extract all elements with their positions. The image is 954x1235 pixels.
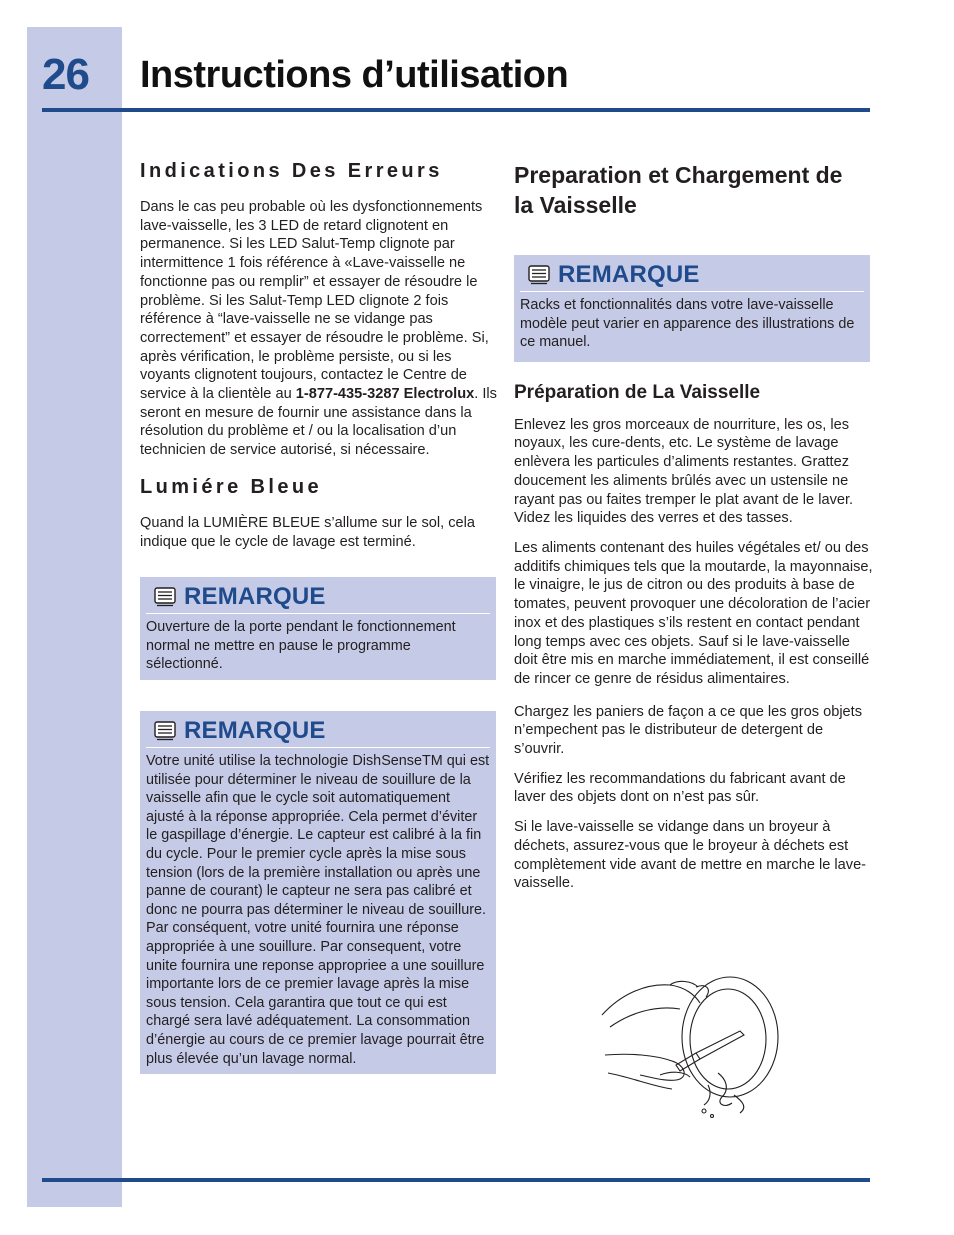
blue-light-heading: Lumiére Bleue	[140, 475, 323, 498]
prep-paragraph-2: Les aliments contenant des huiles végétales et/ ou des additifs chimiques tels que la moutarde, la mayonnaise, le vinaigre, le jus de citron ou des produits à base de tomates, peuvent provoquer une décoloration de l’acier inox et des plastiques s’ils restent en contact pendant long temps avec ces objets. Sauf si le lave-vaisselle doit être mis en marche immédiatement, il est conseillé de rincer ce genre de résidus alimentaires.	[514, 540, 873, 687]
preparation-subheading: Préparation de La Vaisselle	[514, 381, 761, 403]
note-icon	[528, 265, 550, 285]
note-title: REMARQUE	[558, 261, 700, 288]
note-text: Racks et fonctionnalités dans votre lave-vaisselle modèle peut varier en apparence des illustrations de ce manuel.	[520, 297, 855, 351]
prep-paragraph-4: Vérifiez les recommandations du fabricant avant de laver des objets dont on n’est pas sûr.	[514, 770, 846, 806]
header-rule	[42, 108, 870, 112]
plate-scraping-illustration	[600, 975, 790, 1120]
note-title: REMARQUE	[184, 717, 326, 745]
right-column	[514, 160, 874, 893]
prep-paragraph-3: Chargez les paniers de façon a ce que les gros objets n’empechent pas le distributeur de detergent de s’ouvrir.	[514, 703, 863, 758]
errors-text-1: Dans le cas peu probable où les dysfonctionnements lave-vaisselle, les 3 LED de retard clignotent en permanence. Si les LED Salut-Temp clignote par intermittence 1 fois référence à «Lave-vaisselle ne fonctionne pas ou remplir” et essayer de résoudre le problème. Si les Salut-Temp LED clignote 2 fois référence à “lave-vaisselle ne se vidange pas correctement” et essayer de résoudre le problème. Si, après vérification, le problème persiste, ou si les voyants clignotent toujours, contactez le Centre de service à la clientèle au	[140, 199, 489, 403]
support-phone: 1-877-435-3287 Electrolux	[295, 386, 475, 403]
side-band	[27, 27, 122, 1207]
prep-paragraph-1: Enlevez les gros morceaux de nourriture, les os, les noyaux, les cure-dents, etc. Le système de lavage enlèvera les particules d’aliments restantes. Grattez doucement les aliments brûlés avec un ustensile ne rayant pas ou faites tremper le plat avant de le laver. Videz les liquides des verres et des tasses.	[514, 416, 854, 527]
note-header	[520, 261, 864, 292]
errors-heading: Indications Des Erreurs	[140, 160, 443, 182]
note-title: REMARQUE	[184, 583, 326, 611]
note-dishsense	[140, 711, 496, 1074]
note-door-pause	[140, 577, 496, 680]
errors-paragraph	[140, 198, 500, 460]
note-text: Votre unité utilise la technologie DishSenseTM qui est utilisée pour déterminer le niveau de souillure de la vaisselle afin que le cycle soit automatiquement ajusté à la réponse appropriée. Cela permet d’éviter le gaspillage d’énergie. Le capteur est calibré à la fin du cycle. Pour le premier cycle après la mise sous tension (lors de la première installation ou après une panne de courant) le capteur ne sera pas calibré et donc ne pourra pas déterminer le niveau de souillure. Par conséquent, votre unité fournira une réponse appropriée à une souillure. Par consequent, votre unite fournira une reponse appropriee a une souillure importante lors de ce premier lavage après la mise sous tension. Cela garantira que tout ce qui est chargé sera lavé adéquatement. La consommation d’énergie au cours de ce premier lavage pourrait être plus élevée qu’un lavage normal.	[146, 753, 490, 1067]
note-header	[146, 583, 490, 614]
loading-heading: Preparation et Chargement de la Vaisselle	[514, 162, 843, 218]
prep-paragraph-5: Si le lave-vaisselle se vidange dans un broyeur à déchets, assurez-vous que le broyeur à déchets est complètement vide avant de mettre en marche le lave-vaisselle.	[514, 819, 867, 892]
page-number: 26	[42, 50, 89, 99]
left-column	[140, 160, 500, 1074]
page-title: Instructions d’utilisation	[140, 54, 569, 96]
note-icon	[154, 721, 176, 741]
note-header	[146, 717, 490, 748]
note-text: Ouverture de la porte pendant le fonctionnement normal ne mettre en pause le programme sélectionné.	[146, 619, 456, 673]
note-racks	[514, 255, 870, 362]
footer-rule	[42, 1178, 870, 1182]
blue-light-text: Quand la LUMIÈRE BLEUE s’allume sur le sol, cela indique que le cycle de lavage est terminé.	[140, 514, 475, 550]
errors-text-2: . Ils seront en mesure de fournir une assistance dans la résolution du problème et / ou la localisation d’un technicien de service autorisé, si nécessaire.	[140, 386, 497, 459]
note-icon	[154, 587, 176, 607]
